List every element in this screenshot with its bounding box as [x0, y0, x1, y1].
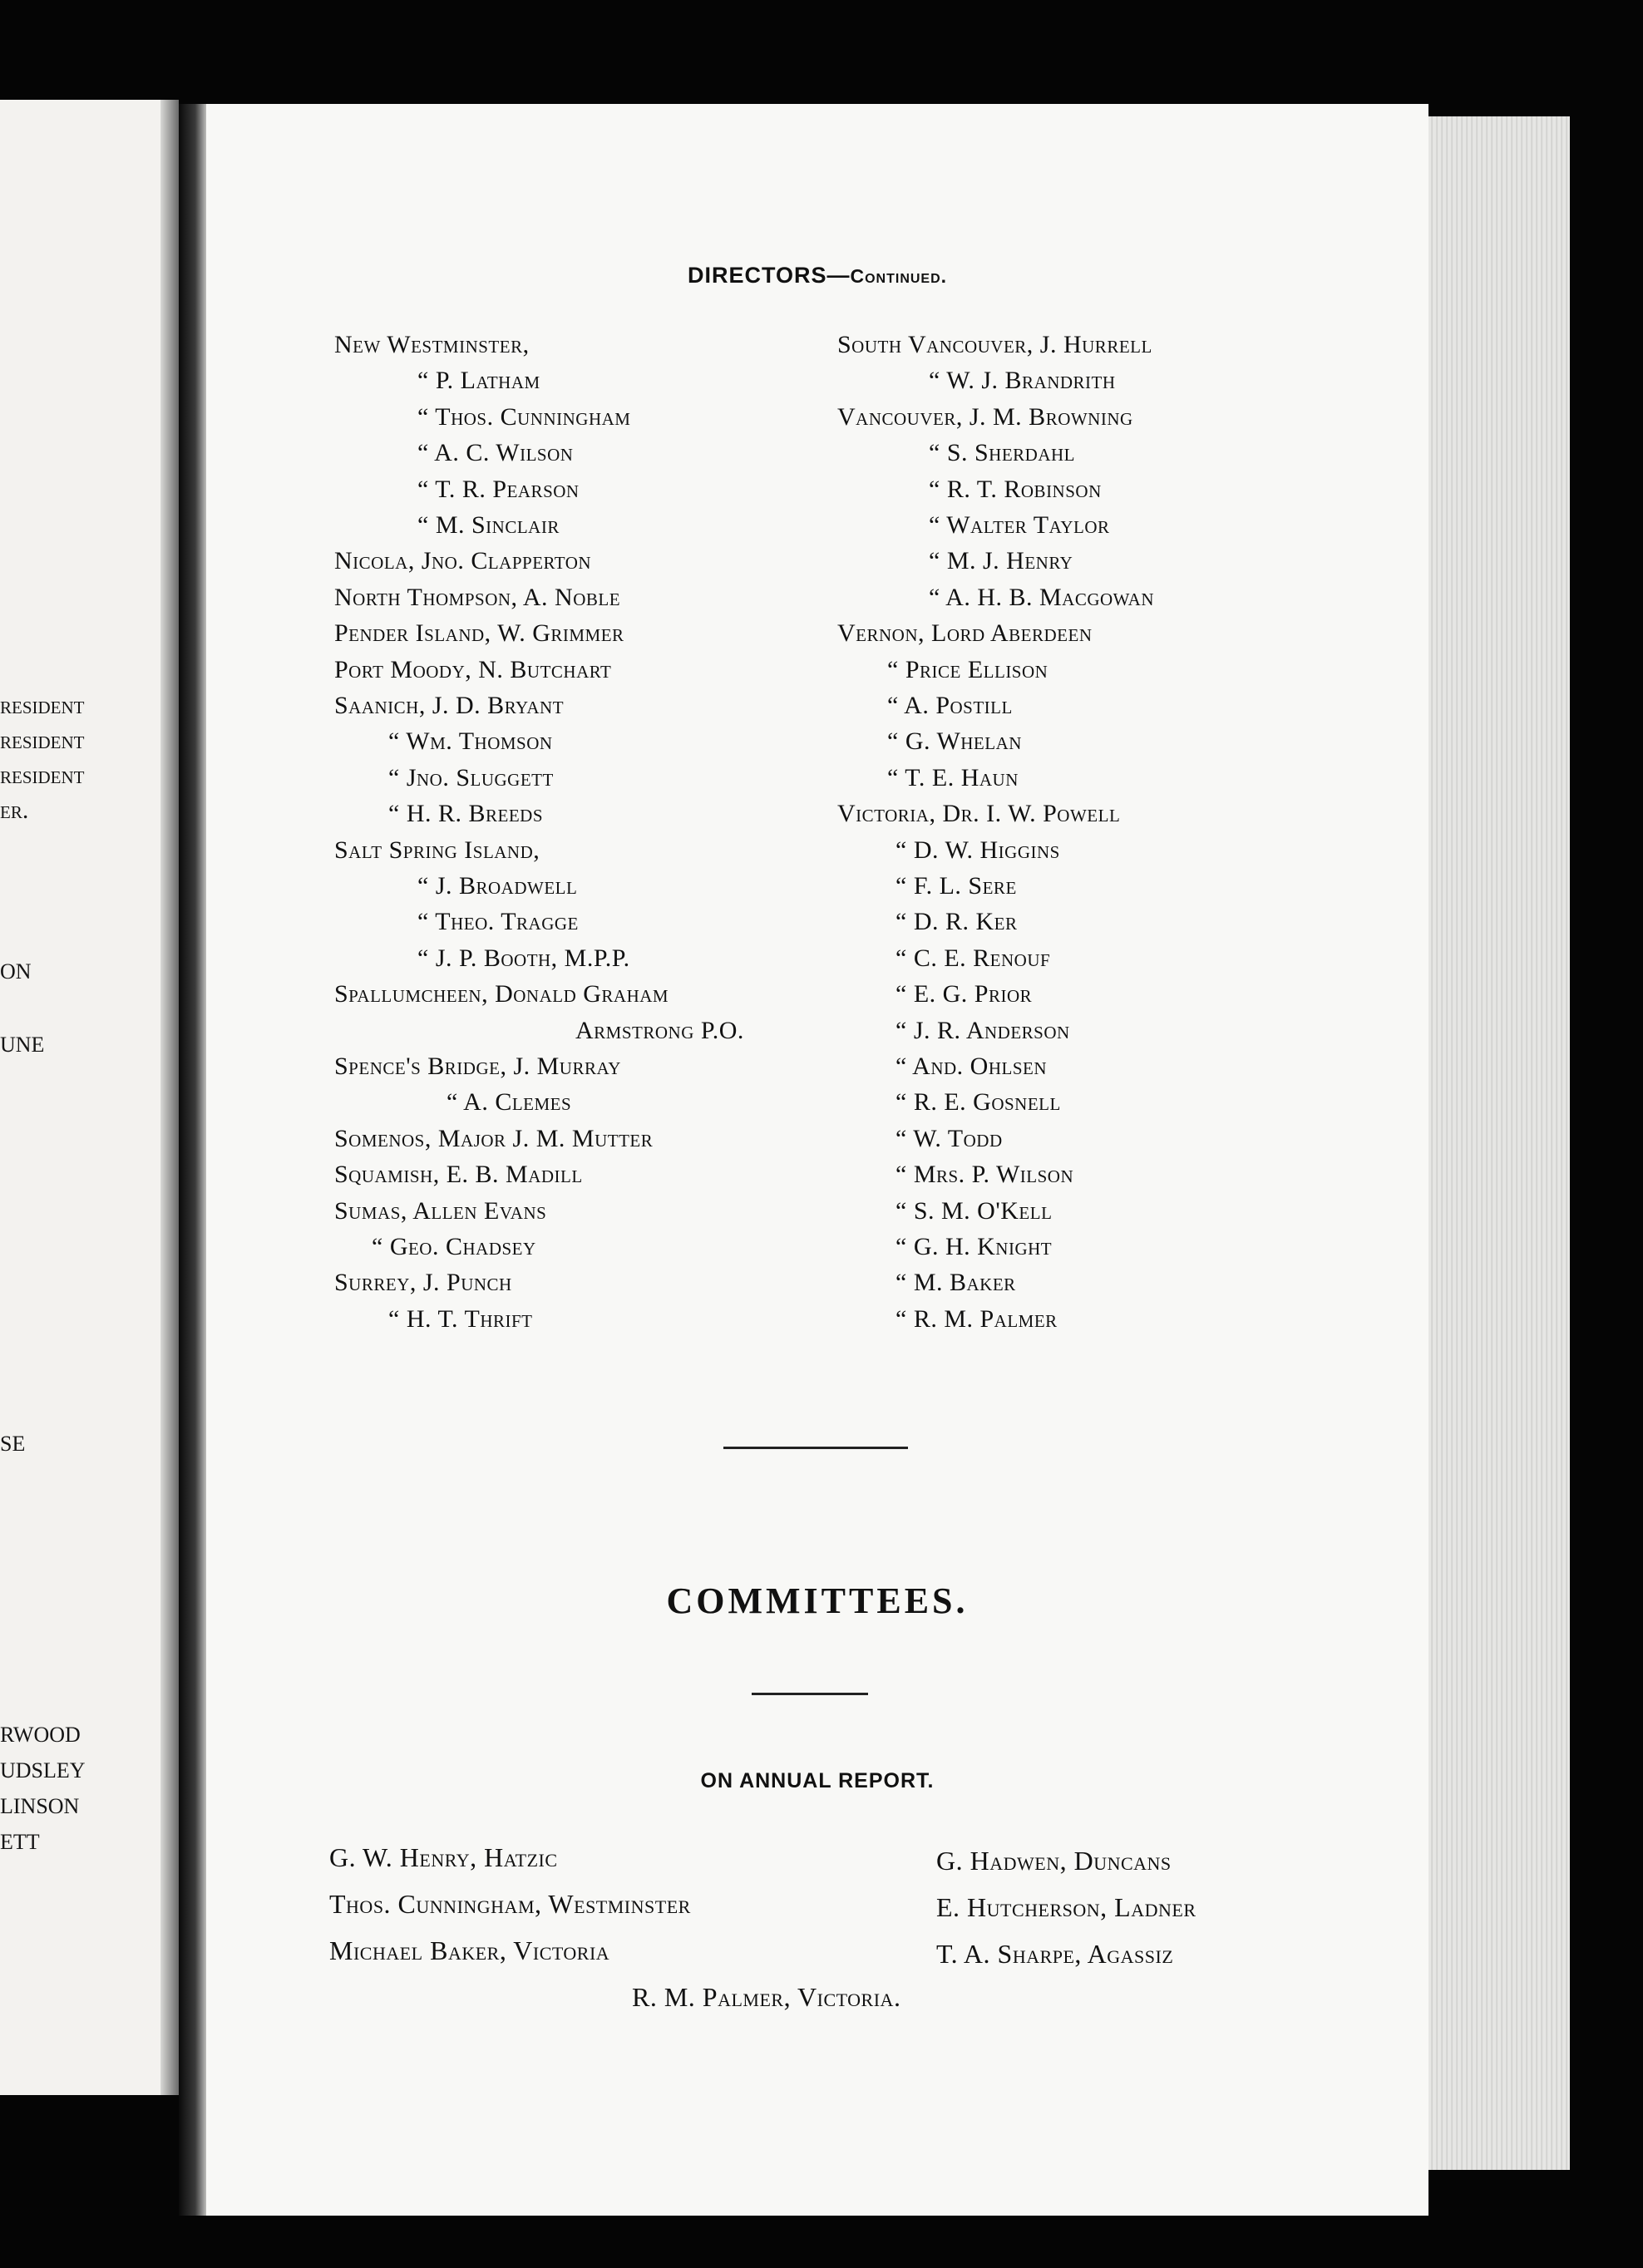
director-entry: Somenos, Major J. M. Mutter — [334, 1124, 654, 1152]
left-page-gutter — [160, 100, 179, 2095]
director-entry: “ T. R. Pearson — [417, 475, 580, 503]
director-entry: “ Thos. Cunningham — [417, 402, 631, 431]
left-fragment: resident — [0, 692, 85, 719]
left-fragment: ON — [0, 959, 32, 984]
director-entry: Vancouver, J. M. Browning — [837, 402, 1133, 431]
director-entry: “ J. P. Booth, M.P.P. — [417, 944, 630, 972]
director-entry: “ A. Clemes — [447, 1088, 572, 1117]
divider-rule — [723, 1447, 908, 1449]
director-entry: “ R. E. Gosnell — [896, 1088, 1061, 1117]
director-entry: Spence's Bridge, J. Murray — [334, 1053, 621, 1080]
director-entry: Armstrong P.O. — [575, 1016, 744, 1044]
director-entry: “ Walter Taylor — [929, 511, 1110, 539]
director-entry: New Westminster, — [334, 331, 530, 358]
director-entry: “ D. R. Ker — [896, 908, 1018, 936]
director-entry: “ P. Latham — [417, 367, 540, 395]
director-entry: “ A. Postill — [887, 692, 1013, 719]
left-fragment: er. — [0, 796, 29, 824]
director-entry: “ G. H. Knight — [896, 1233, 1053, 1260]
director-entry: Salt Spring Island, — [334, 836, 540, 864]
director-entry: “ D. W. Higgins — [896, 836, 1060, 864]
left-fragment: resident — [0, 762, 85, 789]
director-entry: “ H. T. Thrift — [388, 1304, 533, 1333]
director-entry: Pender Island, W. Grimmer — [334, 619, 624, 648]
director-entry: Victoria, Dr. I. W. Powell — [837, 800, 1121, 828]
director-entry: “ M. Baker — [896, 1269, 1016, 1297]
director-entry: Spallumcheen, Donald Graham — [334, 980, 669, 1008]
left-fragment: resident — [0, 727, 85, 754]
annual-report-heading: ON ANNUAL REPORT. — [700, 1769, 935, 1792]
committee-member: G. W. Henry, Hatzic — [329, 1842, 558, 1872]
director-entry: “ A. H. B. Macgowan — [929, 583, 1155, 611]
committee-member: Michael Baker, Victoria — [329, 1935, 610, 1965]
director-entry: Vernon, Lord Aberdeen — [837, 619, 1093, 648]
directors-heading-main: DIRECTORS— — [687, 263, 851, 288]
directors-heading — [206, 263, 1428, 288]
director-entry: “ Price Ellison — [887, 655, 1048, 683]
director-entry: “ F. L. Sere — [896, 872, 1017, 900]
divider-rule-short — [752, 1693, 868, 1695]
director-entry: “ A. C. Wilson — [417, 439, 574, 467]
director-entry: “ J. R. Anderson — [896, 1016, 1070, 1044]
director-entry: “ T. E. Haun — [887, 763, 1019, 791]
director-entry: North Thompson, A. Noble — [334, 583, 621, 611]
director-entry: Squamish, E. B. Madill — [334, 1161, 583, 1189]
left-fragment: RWOOD — [0, 1723, 81, 1747]
director-entry: “ M. J. Henry — [929, 547, 1073, 575]
director-entry: “ Theo. Tragge — [417, 908, 579, 936]
committees-title: COMMITTEES. — [666, 1580, 969, 1621]
director-entry: “ S. Sherdahl — [929, 439, 1076, 467]
director-entry: “ G. Whelan — [887, 727, 1022, 756]
committee-member: Thos. Cunningham, Westminster — [329, 1889, 691, 1919]
director-entry: “ And. Ohlsen — [896, 1053, 1047, 1080]
director-entry: “ H. R. Breeds — [388, 800, 544, 828]
left-fragment: LINSON — [0, 1794, 80, 1818]
director-entry: “ Mrs. P. Wilson — [896, 1161, 1074, 1189]
committee-member: G. Hadwen, Duncans — [936, 1846, 1172, 1876]
left-fragment: ETT — [0, 1830, 40, 1854]
director-entry: South Vancouver, J. Hurrell — [837, 331, 1152, 358]
director-entry: Port Moody, N. Butchart — [334, 655, 612, 683]
left-page-sliver — [0, 100, 179, 2095]
director-entry: “ E. G. Prior — [896, 980, 1033, 1008]
director-entry: “ R. M. Palmer — [896, 1304, 1058, 1333]
committee-member-center: R. M. Palmer, Victoria. — [632, 1982, 901, 2012]
director-entry: “ C. E. Renouf — [896, 944, 1051, 972]
director-entry: Nicola, Jno. Clapperton — [334, 547, 592, 575]
left-fragment: UDSLEY — [0, 1758, 86, 1782]
director-entry: “ R. T. Robinson — [929, 475, 1102, 503]
director-entry: Saanich, J. D. Bryant — [334, 692, 565, 719]
director-entry: “ Geo. Chadsey — [372, 1233, 536, 1260]
director-entry: Surrey, J. Punch — [334, 1269, 512, 1297]
director-entry: “ S. M. O'Kell — [896, 1196, 1053, 1225]
director-entry: “ Jno. Sluggett — [388, 763, 554, 791]
director-entry: “ W. J. Brandrith — [929, 367, 1116, 395]
director-entry: Sumas, Allen Evans — [334, 1196, 547, 1225]
committee-member: T. A. Sharpe, Agassiz — [936, 1939, 1174, 1969]
director-entry: “ M. Sinclair — [417, 511, 560, 539]
left-fragment: SE — [0, 1432, 26, 1456]
page-edges — [1428, 116, 1570, 2170]
director-entry: “ W. Todd — [896, 1124, 1003, 1152]
left-fragment: UNE — [0, 1033, 45, 1057]
director-entry: “ Wm. Thomson — [388, 727, 553, 756]
book-gutter — [179, 104, 206, 2216]
director-entry: “ J. Broadwell — [417, 872, 578, 900]
committee-member: E. Hutcherson, Ladner — [936, 1892, 1196, 1922]
directors-heading-continued: Continued. — [850, 265, 948, 287]
